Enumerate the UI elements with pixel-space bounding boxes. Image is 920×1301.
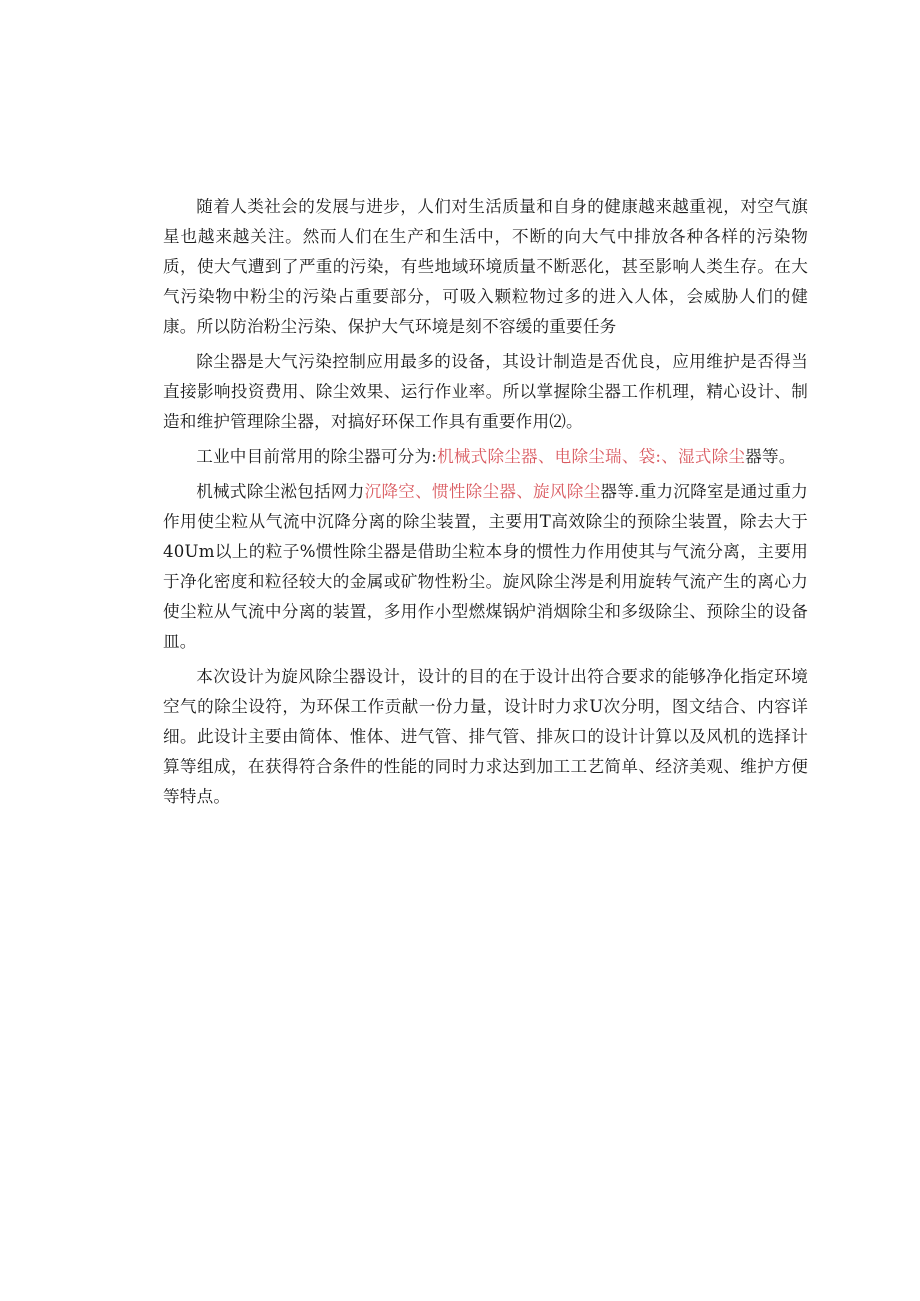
highlighted-text: 机械式除尘器、电除尘瑞、袋:、湿式除尘 [437,447,746,466]
paragraph-text: 工业中目前常用的除尘器可分为: [196,447,438,466]
paragraph-intro [163,192,808,342]
paragraph-design-purpose [163,662,808,812]
paragraph-text: 机械式除尘淞包括网力 [196,482,365,501]
paragraph-text: 器等.重力沉降室是通过重力作用使尘粒从气流中沉降分离的除尘装置，主要用T高效除尘的预除尘装置，除去大于40Um以上的粒子%惯性除尘器是借助尘粒本身的惯性力作用使其与气流分离，主要用于净化密度和粒径较大的金属或矿物性粉尘。旋风除尘涔是利用旋转气流产生的离心力使尘粒从气流中分离的装置，多用作小型燃煤锅炉消烟除尘和多级除尘、预除尘的设备皿。 [163,482,809,651]
paragraph-classification [163,442,808,472]
paragraph-dust-collector [163,347,808,437]
highlighted-text: 沉降空、惯性除尘器、旋风除尘 [364,482,601,501]
paragraph-text: 随着人类社会的发展与进步，人们对生活质量和自身的健康越来越重视，对空气旗星也越来越关注。然而人们在生产和生活中，不断的向大气中排放各种各样的污染物质，使大气遭到了严重的污染，有些地域环境质量不断恶化，甚至影响人类生存。在大气污染物中粉尘的污染占重要部分，可吸入颗粒物过多的进入人体，会威胁人们的健康。所以防治粉尘污染、保护大气环境是刻不容缓的重要任务 [163,197,808,336]
paragraph-text: 器等。 [745,447,796,466]
document-body [163,192,808,817]
paragraph-text: 除尘器是大气污染控制应用最多的设备，其设计制造是否优良，应用维护是否得当直接影响投资费用、除尘效果、运行作业率。所以掌握除尘器工作机理，精心设计、制造和维护管理除尘器，对搞好环保工作具有重要作用⑵。 [163,352,808,431]
paragraph-mechanical [163,477,808,657]
paragraph-text: 本次设计为旋风除尘器设计，设计的目的在于设计出符合要求的能够净化指定环境空气的除尘设符，为环保工作贡献一份力量，设计时力求U次分明，图文结合、内容详细。此设计主要由简体、惟体、进气管、排气管、排灰口的设计计算以及风机的选择计算等组成，在获得符合条件的性能的同时力求达到加工工艺简单、经济美观、维护方便等特点。 [163,667,808,806]
